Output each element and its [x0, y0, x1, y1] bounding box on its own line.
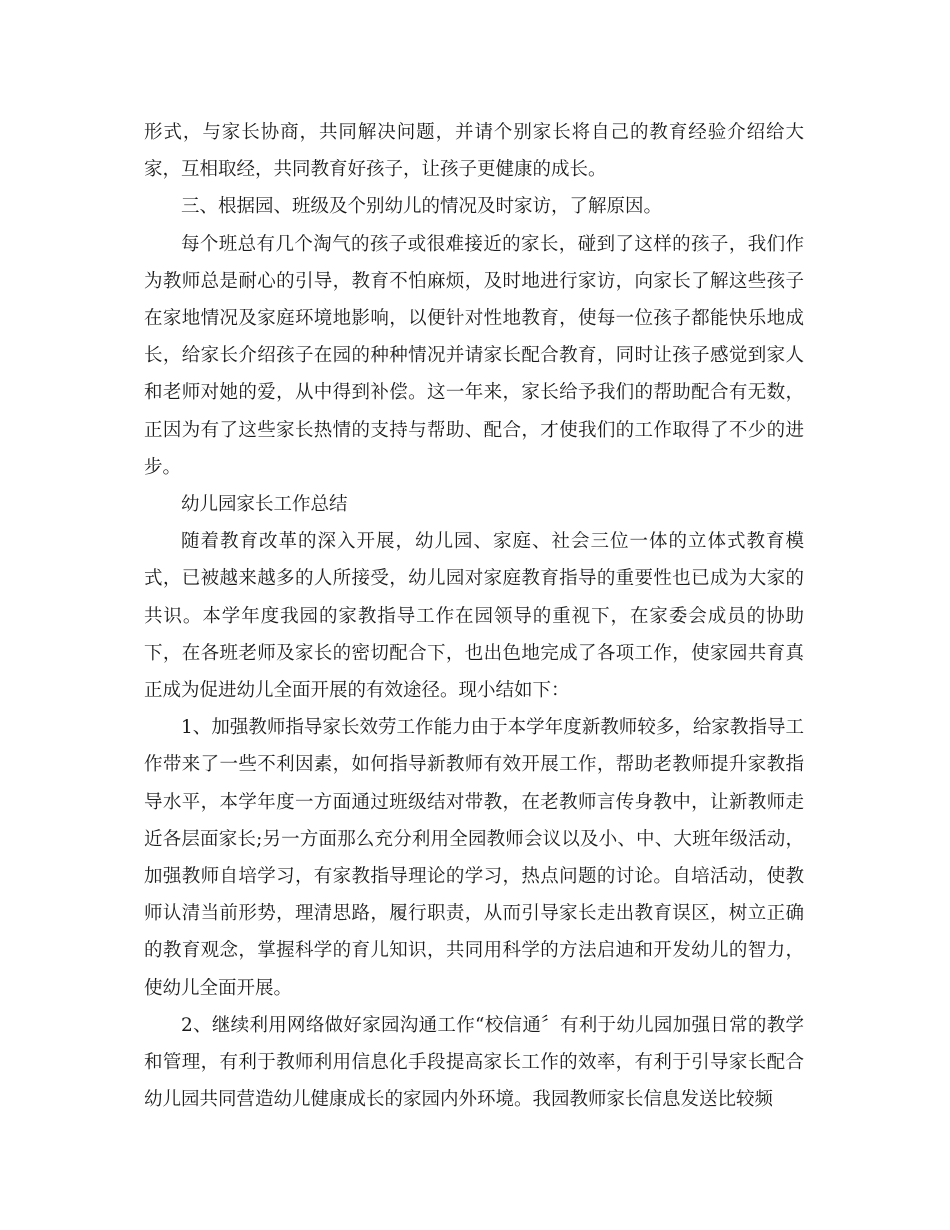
paragraph-intro-continuation: 形式，与家长协商，共同解决问题，并请个别家长将自己的教育经验介绍给大家，互相取经，共同教育好孩子，让孩子更健康的成长。 [144, 122, 804, 181]
paragraph-item-one: 1、加强教师指导家长效劳工作能力由于本学年度新教师较多，给家教指导工作带来了一些不利因素，如何指导新教师有效开展工作，帮助老教师提升家教指导水平，本学年度一方面通过班级结对带教，在老教师言传身教中，让新教师走近各层面家长;另一方面那么充分利用全园教师会议以及小、中、大班年级活动，加强教师自培学习，有家教指导理论的学习，热点问题的讨论。自培活动，使教师认清当前形势，理清思路，履行职责，从而引导家长走出教育误区，树立正确的教育观念，掌握科学的育儿知识，共同用科学的方法启迪和开发幼儿的智力，使幼儿全面开展。 [144, 717, 804, 999]
paragraph-home-visits: 每个班总有几个淘气的孩子或很难接近的家长，碰到了这样的孩子，我们作为教师总是耐心的引导，教育不怕麻烦，及时地进行家访，向家长了解这些孩子在家地情况及家庭环境地影响，以便针对性地教育，使每一位孩子都能快乐地成长，给家长介绍孩子在园的种种情况并请家长配合教育，同时让孩子感觉到家人和老师对她的爱，从中得到补偿。这一年来，家长给予我们的帮助配合有无数，正因为有了这些家长热情的支持与帮助、配合，才使我们的工作取得了不少的进步。 [144, 233, 804, 478]
paragraph-summary-title: 幼儿园家长工作总结 [181, 494, 348, 516]
paragraph-item-two: 2、继续利用网络做好家园沟通工作“校信通〞有利于幼儿园加强日常的教学和管理，有利于教师利用信息化手段提高家长工作的效率，有利于引导家长配合幼儿园共同营造幼儿健康成长的家园内外环境。我园教师家长信息发送比较频 [144, 1014, 804, 1111]
paragraph-summary-intro: 随着教育改革的深入开展，幼儿园、家庭、社会三位一体的立体式教育模式，已被越来越多的人所接受，幼儿园对家庭教育指导的重要性也已成为大家的共识。本学年度我园的家教指导工作在园领导的重视下，在家委会成员的协助下，在各班老师及家长的密切配合下，也出色地完成了各项工作，使家园共育真正成为促进幼儿全面开展的有效途径。现小结如下： [144, 531, 804, 702]
paragraph-section-three-heading: 三、根据园、班级及个别幼儿的情况及时家访，了解原因。 [181, 196, 663, 218]
document-body [144, 114, 804, 1118]
